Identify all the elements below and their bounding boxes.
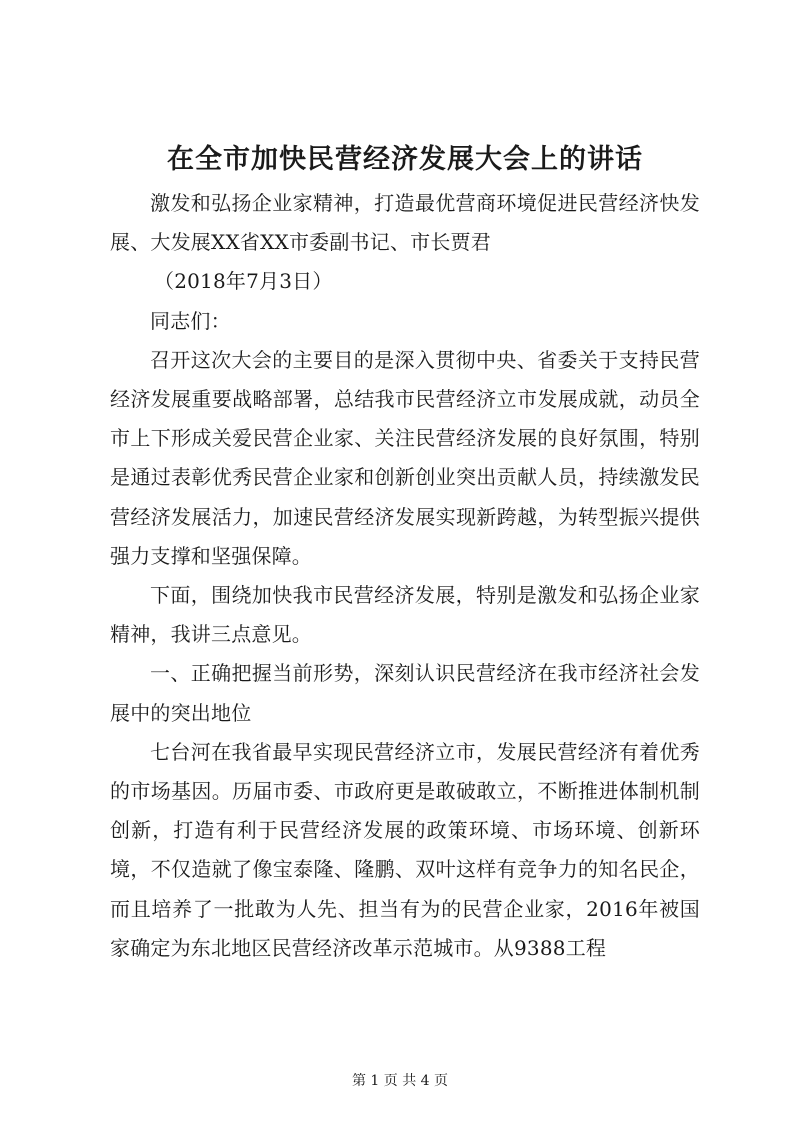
body-paragraph: 召开这次大会的主要目的是深入贯彻中央、省委关于支持民营经济发展重要战略部署，总结我市民营经济立市发展成就，动员全市上下形成关爱民营企业家、关注民营经济发展的良好氛围，特别是通过表彰优秀民营企业家和创新创业突出贡献人员，持续激发民营经济发展活力，加速民营经济发展实现新跨越，为转型振兴提供强力支撑和坚强保障。 [110, 347, 700, 568]
body-paragraph: 下面，围绕加快我市民营经济发展，特别是激发和弘扬企业家精神，我讲三点意见。 [110, 583, 700, 647]
body-paragraph: 七台河在我省最早实现民营经济立市，发展民营经济有着优秀的市场基因。历届市委、市政府更是敢破敢立，不断推进体制机制创新，打造有利于民营经济发展的政策环境、市场环境、创新环境，不仅造就了像宝泰隆、隆鹏、双叶这样有竞争力的知名民企，而且培养了一批敢为人先、担当有为的民营企业家，2016年被国家确定为东北地区民营经济改革示范城市。从9388工程 [110, 739, 700, 960]
document-page [110, 0, 700, 1131]
salutation-paragraph: 同志们： [150, 308, 231, 333]
document-title: 在全市加快民营经济发展大会上的讲话 [167, 144, 643, 175]
document-body [110, 184, 700, 968]
subtitle-paragraph: 激发和弘扬企业家精神，打造最优营商环境促进民营经济快发展、大发展XX省XX市委副书记、市长贾君 [110, 191, 700, 255]
section-heading: 一、正确把握当前形势，深刻认识民营经济在我市经济社会发展中的突出地位 [110, 661, 700, 725]
page-number-footer: 第 1 页 共 4 页 [351, 1073, 449, 1089]
date-paragraph: （2018年7月3日） [154, 269, 333, 294]
